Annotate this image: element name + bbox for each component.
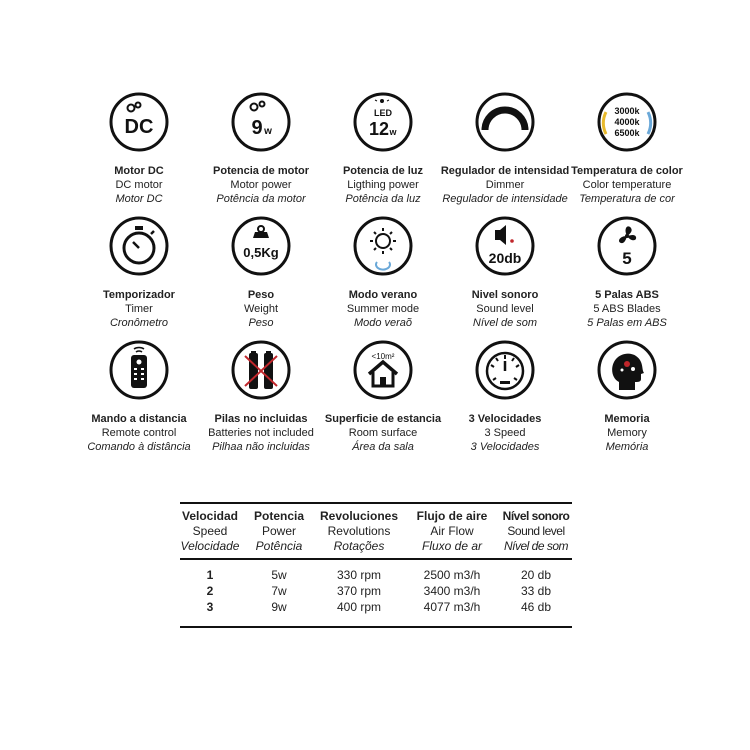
feature-en: Room surface: [348, 427, 418, 439]
table-header-revolutions: Revoluciones Revolutions Rotações: [319, 509, 399, 553]
svg-text:3000k: 3000k: [614, 106, 640, 116]
svg-text:12: 12: [368, 119, 390, 139]
feature-pt: Modo veraõ: [353, 317, 413, 329]
table-bottom-rule: [180, 626, 572, 628]
feature-title: Potencia de motor: [213, 165, 309, 177]
feature-title: Motor DC: [114, 165, 164, 177]
feature-title: Potencia de luz: [342, 165, 424, 177]
table-row: 1 5w 330 rpm 2500 m3/h 20 db: [206, 568, 552, 582]
feature-pt: Comando à distância: [87, 441, 191, 453]
feature-title: Regulador de intensidad: [440, 165, 570, 177]
svg-text:w: w: [264, 126, 272, 137]
memory-head-icon: [597, 340, 657, 400]
table-top-rule: [180, 502, 572, 504]
room-surface-icon: [353, 340, 413, 400]
dc-motor-icon: [109, 92, 169, 152]
weight-icon: [231, 216, 291, 276]
feature-pt: 3 Velocidades: [470, 441, 540, 453]
feature-pt: Peso: [248, 317, 274, 329]
feature-pt: Nível de som: [472, 317, 538, 329]
feature-title: 3 Velocidades: [468, 413, 542, 425]
feature-pt: 5 Palas em ABS: [587, 317, 667, 329]
table-row: 2 7w 370 rpm 3400 m3/h 33 db: [206, 584, 552, 598]
feature-en: Ligthing power: [347, 179, 419, 191]
table-header-airflow: Flujo de aire Air Flow Fluxo de ar: [416, 509, 488, 553]
feature-pt: Pilhaa não incluidas: [212, 441, 310, 453]
dc-glyph: DC: [124, 116, 154, 138]
feature-en: Dimmer: [485, 179, 525, 191]
feature-title: 5 Palas ABS: [595, 289, 659, 301]
feature-pt: Regulador de intensidade: [442, 193, 568, 205]
feature-title: Peso: [247, 289, 275, 301]
remote-control-icon: [109, 340, 169, 400]
svg-text:LED: LED: [374, 108, 392, 118]
svg-text:4000k: 4000k: [614, 117, 640, 127]
feature-en: Color temperature: [582, 179, 672, 191]
feature-title: Temporizador: [103, 289, 175, 301]
svg-text:w: w: [389, 127, 397, 137]
feature-pt: Área da sala: [352, 441, 414, 453]
feature-en: Summer mode: [346, 303, 420, 315]
feature-en: Motor power: [230, 179, 292, 191]
fan-blades-icon: [597, 216, 657, 276]
led-power-icon: [353, 92, 413, 152]
feature-title: Superficie de estancia: [324, 413, 442, 425]
feature-pt: Memória: [605, 441, 649, 453]
svg-text:<10m²: <10m²: [371, 352, 395, 361]
table-header-rule: [180, 558, 572, 560]
summer-mode-icon: [353, 216, 413, 276]
speedometer-icon: [475, 340, 535, 400]
feature-title: Pilas no incluidas: [214, 413, 308, 425]
feature-en: Weight: [243, 303, 279, 315]
motor-power-icon: [231, 92, 291, 152]
table-header-power: Potencia Power Potência: [253, 509, 304, 553]
feature-en: Batteries not included: [208, 427, 314, 439]
feature-title: Memoria: [604, 413, 650, 425]
color-temperature-icon: [597, 92, 657, 152]
table-header-speed: Velocidad Speed Velocidade: [180, 509, 240, 553]
feature-en: Remote control: [101, 427, 177, 439]
table-row: 3 9w 400 rpm 4077 m3/h 46 db: [206, 600, 552, 614]
svg-text:0,5Kg: 0,5Kg: [243, 245, 279, 260]
svg-text:20db: 20db: [488, 250, 522, 266]
feature-en: Memory: [607, 427, 647, 439]
svg-text:9: 9: [251, 117, 263, 139]
svg-text:6500k: 6500k: [614, 128, 640, 138]
no-batteries-icon: [231, 340, 291, 400]
sound-level-icon: [475, 216, 535, 276]
feature-title: Nivel sonoro: [471, 289, 539, 301]
feature-title: Temperatura de color: [571, 165, 683, 177]
table-header-sound: Nível sonoro Sound level Nível de som: [502, 509, 570, 553]
feature-pt: Motor DC: [115, 193, 163, 205]
feature-en: DC motor: [115, 179, 163, 191]
feature-pt: Temperatura de cor: [579, 193, 675, 205]
dimmer-icon: [475, 92, 535, 152]
feature-title: Modo verano: [348, 289, 418, 301]
feature-pt: Cronômetro: [109, 317, 169, 329]
feature-en: 5 ABS Blades: [593, 303, 661, 315]
feature-en: Sound level: [476, 303, 534, 315]
feature-en: 3 Speed: [484, 427, 526, 439]
feature-pt: Potência da luz: [345, 193, 421, 205]
timer-icon: [109, 216, 169, 276]
feature-en: Timer: [125, 303, 153, 315]
feature-pt: Potência da motor: [216, 193, 306, 205]
feature-title: Mando a distancia: [91, 413, 187, 425]
svg-text:5: 5: [622, 249, 632, 268]
